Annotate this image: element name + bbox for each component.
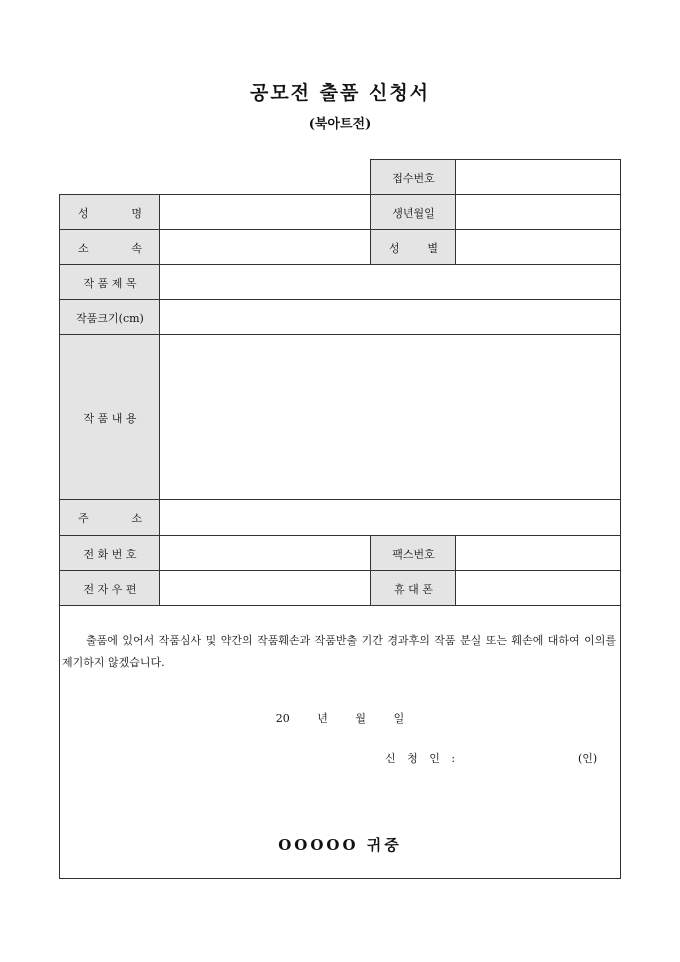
birthdate-field[interactable] [455, 194, 621, 230]
declaration-section [59, 605, 621, 879]
birthdate-label-text: 생년월일 [392, 206, 435, 220]
name-label-char-2: 명 [131, 206, 142, 220]
address-field[interactable] [159, 499, 621, 536]
mobile-label [370, 570, 456, 606]
affiliation-field[interactable] [159, 229, 371, 265]
email-field[interactable] [159, 570, 371, 606]
name-field[interactable] [159, 194, 371, 230]
work-title-label-text: 작 품 제 목 [83, 276, 137, 290]
phone-label [59, 535, 160, 571]
gender-label-char-1: 성 [389, 241, 400, 255]
work-size-field[interactable] [159, 299, 621, 335]
mobile-label-text: 휴 대 폰 [394, 582, 433, 596]
affiliation-label-char-1: 소 [78, 241, 89, 255]
fax-label-text: 팩스번호 [392, 547, 435, 561]
address-label [59, 499, 160, 536]
declaration-text: 출품에 있어서 작품심사 및 약간의 작품훼손과 작품반출 기간 경과후의 작품 분실 또는 훼손에 대하여 이의를 제기하지 않겠습니다. [62, 634, 616, 669]
work-size-label [59, 299, 160, 335]
date-month-unit: 월 [355, 712, 367, 725]
birthdate-label [370, 194, 456, 230]
affiliation-label [59, 229, 160, 265]
work-content-label [59, 334, 160, 500]
applicant-label: 신 청 인 : [385, 752, 460, 765]
page-subtitle: (북아트전) [308, 117, 372, 132]
date-day-unit: 일 [393, 712, 405, 725]
fax-label [370, 535, 456, 571]
email-label-text: 전 자 우 편 [83, 582, 137, 596]
fax-field[interactable] [455, 535, 621, 571]
page-title: 공모전 출품 신청서 [249, 82, 431, 104]
email-label [59, 570, 160, 606]
address-label-char-1: 주 [78, 512, 89, 525]
seal-label: (인) [578, 752, 598, 765]
gender-field[interactable] [455, 229, 621, 265]
work-size-label-text: 작품크기(cm) [76, 311, 144, 325]
receipt-no-label-text: 접수번호 [392, 171, 435, 185]
name-label-char-1: 성 [78, 206, 89, 220]
receipt-no-label [370, 159, 456, 195]
address-label-char-2: 소 [131, 512, 142, 525]
date-line [60, 710, 620, 726]
receipt-no-field[interactable] [455, 159, 621, 195]
gender-label [370, 229, 456, 265]
date-year-unit: 년 [317, 712, 328, 725]
work-content-label-text: 작 품 내 용 [83, 411, 137, 425]
gender-label-char-2: 별 [427, 241, 438, 255]
recipient-label: OOOOO 귀중 [278, 836, 402, 854]
work-content-field[interactable] [159, 334, 621, 500]
work-title-label [59, 264, 160, 300]
phone-label-text: 전 화 번 호 [83, 547, 137, 561]
work-title-field[interactable] [159, 264, 621, 300]
date-year-prefix: 20 [275, 712, 290, 725]
mobile-field[interactable] [455, 570, 621, 606]
phone-field[interactable] [159, 535, 371, 571]
affiliation-label-char-2: 속 [131, 241, 142, 255]
name-label [59, 194, 160, 230]
